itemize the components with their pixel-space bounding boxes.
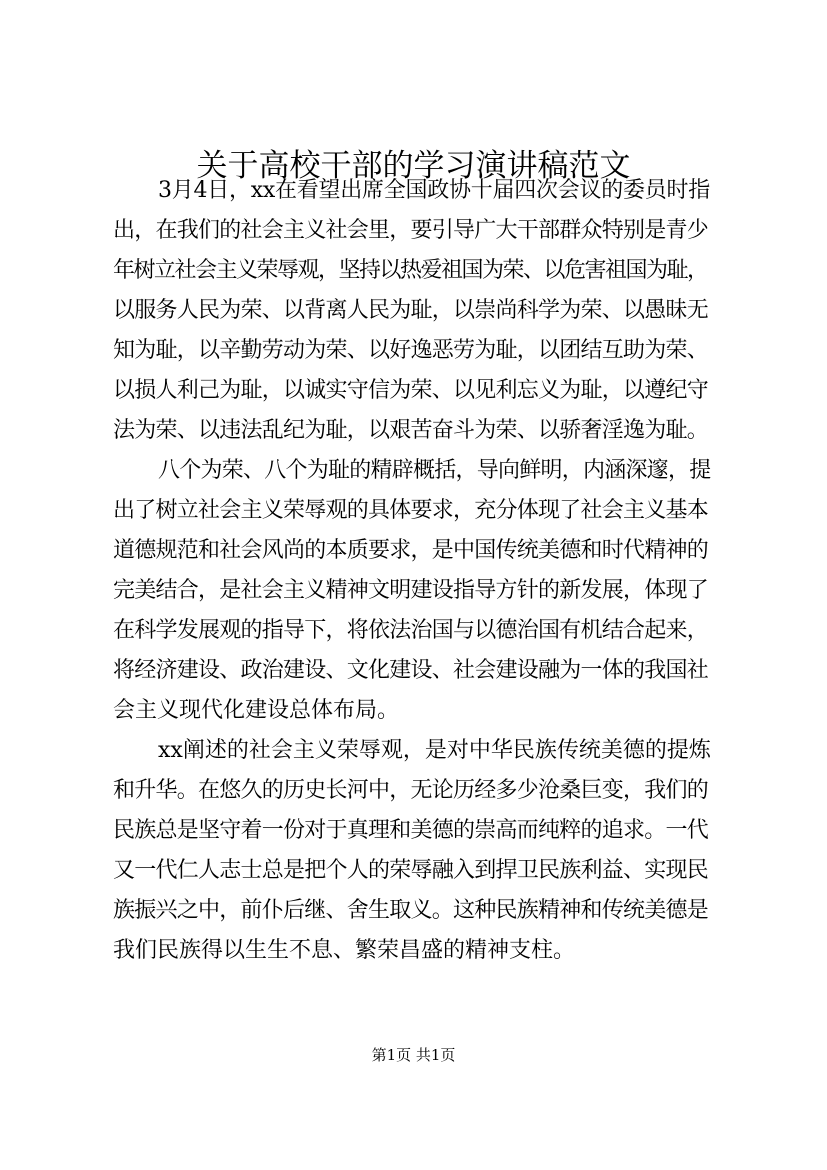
- paragraph-line: 以损人利己为耻，以诚实守信为荣、以见利忘义为耻，以遵纪守: [113, 378, 709, 403]
- paragraph-line: 法为荣、以违法乱纪为耻，以艰苦奋斗为荣、以骄奢淫逸为耻。: [113, 418, 709, 443]
- paragraph-line: 族振兴之中，前仆后继、舍生取义。这种民族精神和传统美德是: [113, 898, 709, 923]
- paragraph-line: 民族总是坚守着一份对于真理和美德的崇高而纯粹的追求。一代: [113, 818, 709, 843]
- paragraph-line: 出了树立社会主义荣辱观的具体要求，充分体现了社会主义基本: [113, 498, 709, 523]
- paragraph-line: 道德规范和社会风尚的本质要求，是中国传统美德和时代精神的: [113, 538, 709, 563]
- paragraph-line: 知为耻，以辛勤劳动为荣、以好逸恶劳为耻，以团结互助为荣、: [113, 338, 709, 363]
- paragraph-line: 会主义现代化建设总体布局。: [113, 698, 400, 723]
- paragraph-line: 年树立社会主义荣辱观，坚持以热爱祖国为荣、以危害祖国为耻，: [113, 258, 708, 283]
- paragraph-line: 在科学发展观的指导下，将依法治国与以德治国有机结合起来，: [113, 618, 709, 643]
- paragraph-line: xx阐述的社会主义荣辱观，是对中华民族传统美德的提炼: [158, 738, 711, 763]
- paragraph-line: 又一代仁人志士总是把个人的荣辱融入到捍卫民族利益、实现民: [113, 858, 709, 883]
- paragraph-line: 和升华。在悠久的历史长河中，无论历经多少沧桑巨变，我们的: [113, 778, 709, 803]
- paragraph-line: 以服务人民为荣、以背离人民为耻，以崇尚科学为荣、以愚昧无: [113, 298, 709, 323]
- paragraph-line: 3月4日，xx在看望出席全国政协十届四次会议的委员时指: [158, 178, 711, 203]
- paragraph-line: 八个为荣、八个为耻的精辟概括，导向鲜明，内涵深邃，提: [158, 458, 711, 483]
- paragraph-line: 完美结合，是社会主义精神文明建设指导方针的新发展，体现了: [113, 578, 709, 603]
- paragraph-line: 出，在我们的社会主义社会里，要引导广大干部群众特别是青少: [113, 218, 709, 243]
- page-footer: 第1页 共1页: [371, 1046, 456, 1064]
- document-title: 关于高校干部的学习演讲稿范文: [196, 148, 631, 184]
- paragraph-line: 将经济建设、政治建设、文化建设、社会建设融为一体的我国社: [113, 658, 709, 683]
- paragraph-line: 我们民族得以生生不息、繁荣昌盛的精神支柱。: [113, 938, 576, 963]
